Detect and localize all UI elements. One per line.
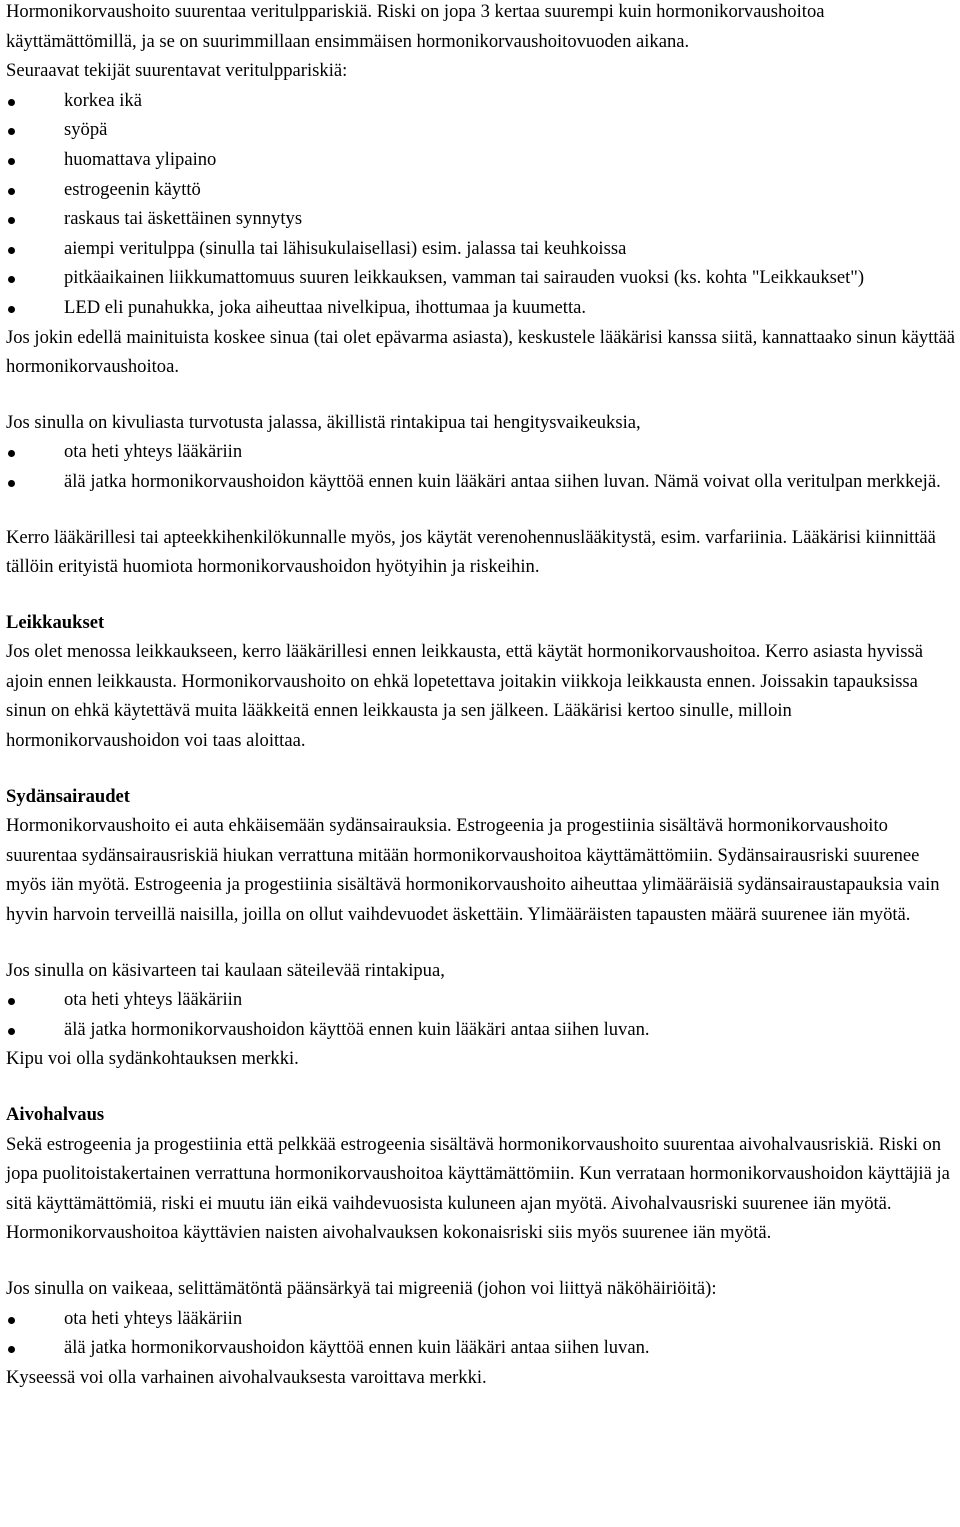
clot-warning-list <box>6 437 956 496</box>
stroke-paragraph: Sekä estrogeenia ja progestiinia että pelkkää estrogeenia sisältävä hormonikorvaushoito suurentaa aivohalvausriskiä. Riski on jopa puolitoistakertainen verrattuna hormonikorvaushoitoa käyttämättömiin. Kun verrataan hormonikorvaushoidon käyttäjiä ja sitä käyttämättömiä, riski ei muutu iän eikä vaihdevuosista kuluneen ajan myötä. Aivohalvausriski suurenee iän myötä. Hormonikorvaushoitoa käyttävien naisten aivohalvauksen kokonaisriski siis myös suurenee iän myötä. <box>6 1133 950 1244</box>
list-item: syöpä <box>6 115 956 145</box>
list-item: huomattava ylipaino <box>6 145 956 175</box>
risk-factors-lead: Seuraavat tekijät suurentavat veritulppariskiä: <box>6 60 348 82</box>
list-item: ota heti yhteys lääkäriin <box>6 437 956 467</box>
risk-factors-list <box>6 86 956 323</box>
list-item: pitkäaikainen liikkumattomuus suuren leikkauksen, vamman tai sairauden vuoksi (ks. kohta "Leikkaukset") <box>6 263 956 293</box>
intro-paragraph: Hormonikorvaushoito suurentaa veritulppariskiä. Riski on jopa 3 kertaa suurempi kuin hormonikorvaushoitoa käyttämättömillä, ja se on suurimmillaan ensimmäisen hormonikorvaushoitovuoden aikana. <box>6 1 825 52</box>
anticoagulant-paragraph: Kerro lääkärillesi tai apteekkihenkilökunnalle myös, jos käytät verenohennuslääkitystä, esim. varfariinia. Lääkärisi kiinnittää tällöin erityistä huomiota hormonikorvaushoidon hyötyihin ja riskeihin. <box>6 526 936 578</box>
section-heading-surgery: Leikkaukset <box>6 611 105 633</box>
list-item: ota heti yhteys lääkäriin <box>6 985 956 1015</box>
list-item: korkea ikä <box>6 86 956 116</box>
stroke-warning-list <box>6 1304 956 1363</box>
stroke-warning-lead: Jos sinulla on vaikeaa, selittämätöntä päänsärkyä tai migreeniä (johon voi liittyä näköhäiriöitä): <box>6 1277 717 1299</box>
list-item: LED eli punahukka, joka aiheuttaa nivelkipua, ihottumaa ja kuumetta. <box>6 293 956 323</box>
list-item: aiempi veritulppa (sinulla tai lähisukulaisellasi) esim. jalassa tai keuhkoissa <box>6 234 956 264</box>
clot-warning-lead: Jos sinulla on kivuliasta turvotusta jalassa, äkillistä rintakipua tai hengitysvaikeuksia, <box>6 411 641 433</box>
list-item: älä jatka hormonikorvaushoidon käyttöä ennen kuin lääkäri antaa siihen luvan. <box>6 1333 956 1363</box>
stroke-warning-after: Kyseessä voi olla varhainen aivohalvauksesta varoittava merkki. <box>6 1366 487 1388</box>
surgery-paragraph: Jos olet menossa leikkaukseen, kerro lääkärillesi ennen leikkausta, että käytät hormonikorvaushoitoa. Kerro asiasta hyvissä ajoin ennen leikkausta. Hormonikorvaushoito on ehkä lopetettava joitakin viikkoja leikkausta ennen. Joissakin tapauksissa sinun on ehkä käytettävä muita lääkkeitä ennen leikkausta ja sen jälkeen. Lääkärisi kertoo sinulle, milloin hormonikorvaushoidon voi taas aloittaa. <box>6 641 924 752</box>
list-item: älä jatka hormonikorvaushoidon käyttöä ennen kuin lääkäri antaa siihen luvan. <box>6 1015 956 1045</box>
section-heading-stroke: Aivohalvaus <box>6 1104 105 1125</box>
heart-warning-list <box>6 985 956 1044</box>
heart-warning-after: Kipu voi olla sydänkohtauksen merkki. <box>6 1048 299 1070</box>
list-item: älä jatka hormonikorvaushoidon käyttöä ennen kuin lääkäri antaa siihen luvan. Nämä voivat olla veritulpan merkkejä. <box>6 467 956 497</box>
document-page <box>6 0 956 1392</box>
list-item: estrogeenin käyttö <box>6 175 956 205</box>
consult-paragraph: Jos jokin edellä mainituista koskee sinua (tai olet epävarma asiasta), keskustele lääkärisi kanssa siitä, kannattaako sinun käyttää hormonikorvaushoitoa. <box>6 326 956 378</box>
list-item: ota heti yhteys lääkäriin <box>6 1304 956 1334</box>
list-item: raskaus tai äskettäinen synnytys <box>6 204 956 234</box>
section-heading-heart: Sydänsairaudet <box>6 785 130 807</box>
heart-paragraph: Hormonikorvaushoito ei auta ehkäisemään sydänsairauksia. Estrogeenia ja progestiinia sisältävä hormonikorvaushoito suurentaa sydänsairausriskiä hiukan verrattuna mitään hormonikorvaushoitoa käyttämättömiin. Sydänsairausriski suurenee myös iän myötä. Estrogeenia ja progestiinia sisältävä hormonikorvaushoito aiheuttaa ylimääräisiä sydänsairaustapauksia vain hyvin harvoin terveillä naisilla, joilla on ollut vaihdevuodet äskettäin. Ylimääräisten tapausten määrä suurenee iän myötä. <box>6 815 940 926</box>
heart-warning-lead: Jos sinulla on käsivarteen tai kaulaan säteilevää rintakipua, <box>6 959 445 981</box>
